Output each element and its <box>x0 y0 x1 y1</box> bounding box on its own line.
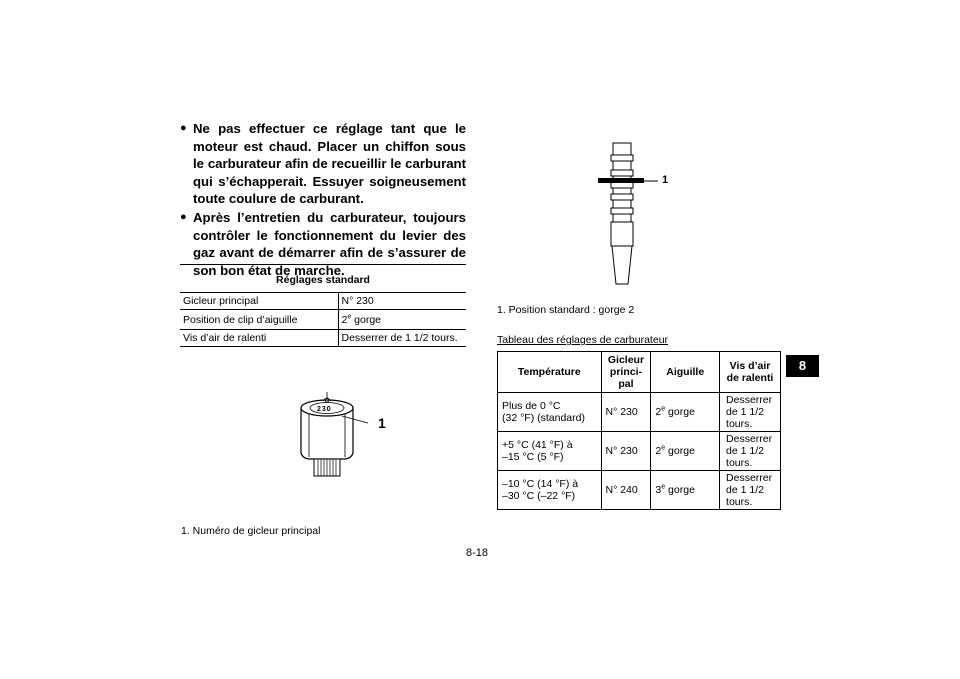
main-jet-illustration <box>290 390 370 480</box>
setting-value: 2e gorge <box>338 310 466 330</box>
cell-needle: 2e gorge <box>651 432 720 471</box>
table-row <box>498 471 781 510</box>
table-row <box>180 293 466 310</box>
table-row <box>180 310 466 330</box>
setting-label: Position de clip d’aiguille <box>180 310 338 330</box>
needle-caption: 1. Position standard : gorge 2 <box>497 304 635 316</box>
bullet-icon: ● <box>180 122 187 134</box>
cell-temperature: Plus de 0 °C (32 °F) (standard) <box>498 393 602 432</box>
cell-needle: 3e gorge <box>651 471 720 510</box>
warning-list <box>180 120 466 279</box>
warning-text: Ne pas effectuer ce réglage tant que le moteur est chaud. Placer un chiffon sous le carburateur afin de recueillir le carburant qui s’échapperait. Essuyer soigneusement toute coulure de carburant. <box>193 121 466 207</box>
cell-pilot-screw: Desserrer de 1 1/2 tours. <box>720 393 781 432</box>
header-temperature: Température <box>498 352 602 393</box>
cell-pilot-screw: Desserrer de 1 1/2 tours. <box>720 432 781 471</box>
header-main-jet: Gicleur princi- pal <box>601 352 651 393</box>
cell-needle: 2e gorge <box>651 393 720 432</box>
needle-callout-number: 1 <box>662 174 669 186</box>
cell-main-jet: N° 240 <box>601 471 651 510</box>
header-needle: Aiguille <box>651 352 720 393</box>
standard-settings-table <box>180 272 466 347</box>
cell-main-jet: N° 230 <box>601 432 651 471</box>
warning-item <box>180 209 466 279</box>
carb-settings-table <box>497 351 781 510</box>
standard-settings-title: Réglages standard <box>180 272 466 293</box>
table-header-row <box>498 352 781 393</box>
warning-item <box>180 120 466 208</box>
jet-caption: 1. Numéro de gicleur principal <box>181 525 321 537</box>
cell-temperature: –10 °C (14 °F) à –30 °C (–22 °F) <box>498 471 602 510</box>
table-row <box>498 393 781 432</box>
setting-label: Gicleur principal <box>180 293 338 310</box>
section-divider <box>180 264 466 265</box>
section-tab: 8 <box>786 355 819 377</box>
setting-value: Desserrer de 1 1/2 tours. <box>338 330 466 347</box>
table-row <box>180 330 466 347</box>
table-row <box>498 432 781 471</box>
cell-temperature: +5 °C (41 °F) à –15 °C (5 °F) <box>498 432 602 471</box>
carb-table-title: Tableau des réglages de carburateur <box>497 334 669 346</box>
setting-value: N° 230 <box>338 293 466 310</box>
warning-text: Après l’entretien du carburateur, toujours contrôler le fonctionnement du levier des gaz avant de démarrer afin de s’assurer de son bon état de marche. <box>193 209 466 278</box>
jet-needle-illustration <box>596 140 660 288</box>
header-pilot-screw: Vis d’air de ralenti <box>720 352 781 393</box>
jet-callout-number: 1 <box>378 415 386 431</box>
setting-label: Vis d’air de ralenti <box>180 330 338 347</box>
jet-marking: 230 <box>317 406 332 413</box>
bullet-icon: ● <box>180 210 187 223</box>
page-number: 8-18 <box>466 547 489 559</box>
cell-main-jet: N° 230 <box>601 393 651 432</box>
cell-pilot-screw: Desserrer de 1 1/2 tours. <box>720 471 781 510</box>
